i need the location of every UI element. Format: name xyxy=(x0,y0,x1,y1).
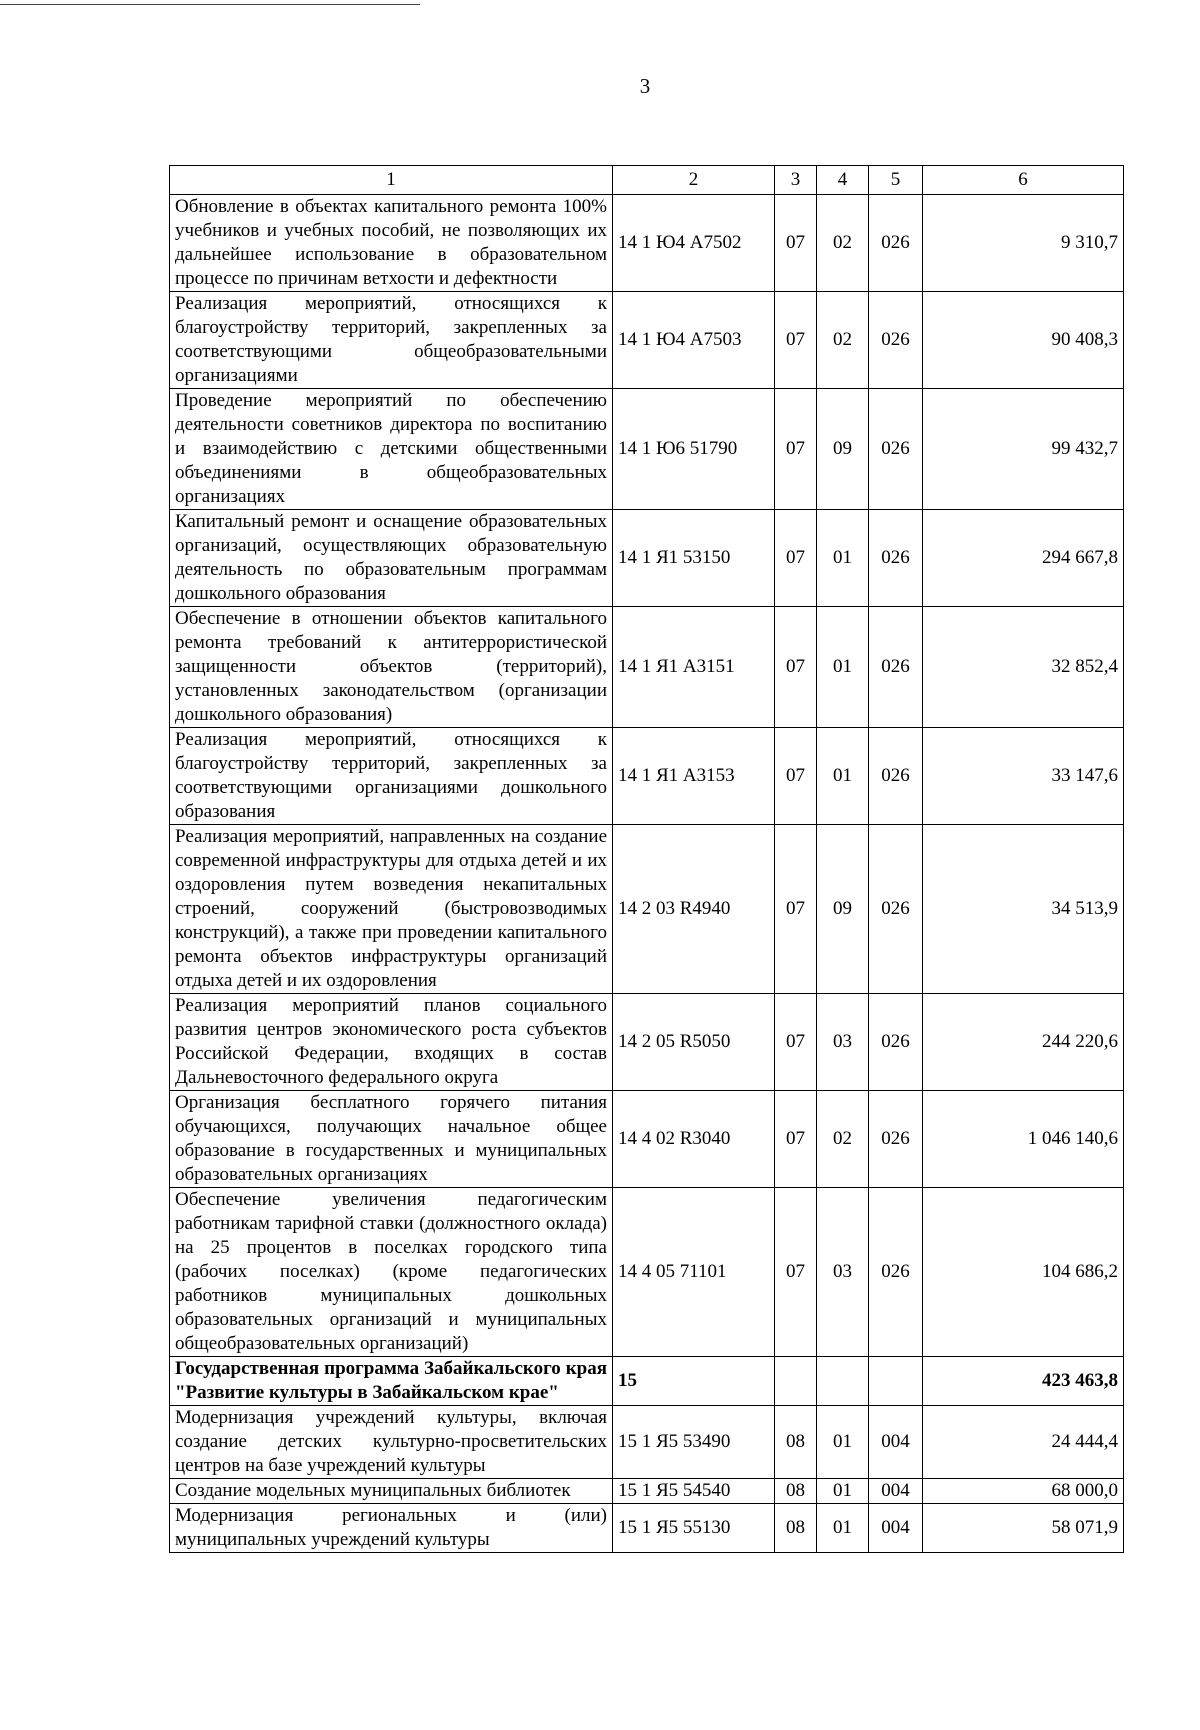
row-name-cell: Создание модельных муниципальных библиотек xyxy=(170,1479,613,1504)
table-row xyxy=(170,1504,1124,1553)
row-name-cell: Государственная программа Забайкальского края "Развитие культуры в Забайкальском крае" xyxy=(170,1357,613,1406)
row-amount-cell: 58 071,9 xyxy=(923,1504,1124,1553)
row-section-cell: 07 xyxy=(775,510,817,607)
table-row xyxy=(170,728,1124,825)
row-name-cell: Организация бесплатного горячего питания обучающихся, получающих начальное общее образование в государственных и муниципальных образовательных организациях xyxy=(170,1091,613,1188)
table-body xyxy=(170,166,1124,1553)
row-section-cell: 08 xyxy=(775,1406,817,1479)
row-amount-cell: 24 444,4 xyxy=(923,1406,1124,1479)
row-subsection-cell: 02 xyxy=(817,292,869,389)
row-code-cell: 15 1 Я5 55130 xyxy=(613,1504,775,1553)
row-name-cell: Модернизация региональных и (или) муниципальных учреждений культуры xyxy=(170,1504,613,1553)
budget-table xyxy=(169,165,1124,1553)
row-expense-type-cell: 026 xyxy=(869,994,923,1091)
row-section-cell: 07 xyxy=(775,1188,817,1357)
row-code-cell: 14 4 05 71101 xyxy=(613,1188,775,1357)
table-row xyxy=(170,607,1124,728)
row-amount-cell: 244 220,6 xyxy=(923,994,1124,1091)
table-row xyxy=(170,1357,1124,1406)
table-row xyxy=(170,994,1124,1091)
row-amount-cell: 104 686,2 xyxy=(923,1188,1124,1357)
row-subsection-cell: 01 xyxy=(817,1479,869,1504)
row-name-cell: Обеспечение увеличения педагогическим работникам тарифной ставки (должностного оклада) на 25 процентов в поселках городского типа (рабочих поселках) (кроме педагогических работников муниципальных дошкольных образовательных организаций и муниципальных общеобразовательных организаций) xyxy=(170,1188,613,1357)
row-expense-type-cell: 004 xyxy=(869,1479,923,1504)
table-row xyxy=(170,292,1124,389)
table-header-row xyxy=(170,166,1124,195)
row-subsection-cell: 01 xyxy=(817,728,869,825)
table-row xyxy=(170,1479,1124,1504)
row-code-cell: 14 1 Ю4 A7502 xyxy=(613,195,775,292)
row-name-cell: Реализация мероприятий планов социального развития центров экономического роста субъектов Российской Федерации, входящих в состав Дальневосточного федерального округа xyxy=(170,994,613,1091)
row-code-cell: 15 1 Я5 53490 xyxy=(613,1406,775,1479)
row-code-cell: 15 xyxy=(613,1357,775,1406)
row-code-cell: 14 1 Ю4 A7503 xyxy=(613,292,775,389)
row-expense-type-cell: 026 xyxy=(869,195,923,292)
row-amount-cell: 34 513,9 xyxy=(923,825,1124,994)
row-section-cell: 08 xyxy=(775,1504,817,1553)
table-row xyxy=(170,389,1124,510)
row-expense-type-cell: 026 xyxy=(869,607,923,728)
row-amount-cell: 68 000,0 xyxy=(923,1479,1124,1504)
row-name-cell: Капитальный ремонт и оснащение образовательных организаций, осуществляющих образовательную деятельность по образовательным программам дошкольного образования xyxy=(170,510,613,607)
row-name-cell: Модернизация учреждений культуры, включая создание детских культурно-просветительских центров на базе учреждений культуры xyxy=(170,1406,613,1479)
header-cell-5: 5 xyxy=(869,166,923,195)
top-rule xyxy=(0,4,420,5)
table-row xyxy=(170,825,1124,994)
row-code-cell: 14 2 05 R5050 xyxy=(613,994,775,1091)
row-section-cell: 07 xyxy=(775,728,817,825)
row-name-cell: Реализация мероприятий, относящихся к благоустройству территорий, закрепленных за соответствующими организациями дошкольного образования xyxy=(170,728,613,825)
row-expense-type-cell: 026 xyxy=(869,510,923,607)
row-amount-cell: 294 667,8 xyxy=(923,510,1124,607)
row-amount-cell: 90 408,3 xyxy=(923,292,1124,389)
row-subsection-cell xyxy=(817,1357,869,1406)
row-code-cell: 14 1 Ю6 51790 xyxy=(613,389,775,510)
row-subsection-cell: 02 xyxy=(817,1091,869,1188)
row-section-cell xyxy=(775,1357,817,1406)
row-subsection-cell: 09 xyxy=(817,389,869,510)
row-section-cell: 07 xyxy=(775,825,817,994)
row-expense-type-cell: 004 xyxy=(869,1406,923,1479)
row-section-cell: 08 xyxy=(775,1479,817,1504)
row-subsection-cell: 02 xyxy=(817,195,869,292)
header-cell-6: 6 xyxy=(923,166,1124,195)
row-code-cell: 14 2 03 R4940 xyxy=(613,825,775,994)
row-expense-type-cell: 026 xyxy=(869,292,923,389)
table-row xyxy=(170,1188,1124,1357)
page-number: 3 xyxy=(639,74,651,98)
row-section-cell: 07 xyxy=(775,195,817,292)
row-name-cell: Обеспечение в отношении объектов капитального ремонта требований к антитеррористической защищенности объектов (территорий), установленных законодательством (организации дошкольного образования) xyxy=(170,607,613,728)
row-amount-cell: 1 046 140,6 xyxy=(923,1091,1124,1188)
row-subsection-cell: 01 xyxy=(817,1406,869,1479)
header-cell-1: 1 xyxy=(170,166,613,195)
row-section-cell: 07 xyxy=(775,389,817,510)
row-subsection-cell: 01 xyxy=(817,607,869,728)
row-name-cell: Реализация мероприятий, направленных на создание современной инфраструктуры для отдыха детей и их оздоровления путем возведения некапитальных строений, сооружений (быстровозводимых конструкций), а также при проведении капитального ремонта объектов инфраструктуры организаций отдыха детей и их оздоровления xyxy=(170,825,613,994)
row-amount-cell: 32 852,4 xyxy=(923,607,1124,728)
row-code-cell: 14 4 02 R3040 xyxy=(613,1091,775,1188)
table-row xyxy=(170,1091,1124,1188)
header-cell-4: 4 xyxy=(817,166,869,195)
row-expense-type-cell: 026 xyxy=(869,728,923,825)
row-expense-type-cell: 004 xyxy=(869,1504,923,1553)
header-cell-3: 3 xyxy=(775,166,817,195)
row-expense-type-cell: 026 xyxy=(869,389,923,510)
row-subsection-cell: 03 xyxy=(817,1188,869,1357)
table-row xyxy=(170,1406,1124,1479)
table-row xyxy=(170,195,1124,292)
row-amount-cell: 9 310,7 xyxy=(923,195,1124,292)
row-amount-cell: 423 463,8 xyxy=(923,1357,1124,1406)
row-section-cell: 07 xyxy=(775,292,817,389)
row-amount-cell: 99 432,7 xyxy=(923,389,1124,510)
row-expense-type-cell xyxy=(869,1357,923,1406)
row-section-cell: 07 xyxy=(775,994,817,1091)
row-subsection-cell: 01 xyxy=(817,1504,869,1553)
row-name-cell: Реализация мероприятий, относящихся к благоустройству территорий, закрепленных за соответствующими общеобразовательными организациями xyxy=(170,292,613,389)
row-expense-type-cell: 026 xyxy=(869,825,923,994)
row-name-cell: Обновление в объектах капитального ремонта 100% учебников и учебных пособий, не позволяющих их дальнейшее использование в образовательном процессе по причинам ветхости и дефектности xyxy=(170,195,613,292)
row-code-cell: 14 1 Я1 53150 xyxy=(613,510,775,607)
table-row xyxy=(170,510,1124,607)
header-cell-2: 2 xyxy=(613,166,775,195)
row-expense-type-cell: 026 xyxy=(869,1188,923,1357)
row-subsection-cell: 01 xyxy=(817,510,869,607)
row-subsection-cell: 03 xyxy=(817,994,869,1091)
row-amount-cell: 33 147,6 xyxy=(923,728,1124,825)
row-subsection-cell: 09 xyxy=(817,825,869,994)
row-expense-type-cell: 026 xyxy=(869,1091,923,1188)
row-name-cell: Проведение мероприятий по обеспечению деятельности советников директора по воспитанию и взаимодействию с детскими общественными объединениями в общеобразовательных организациях xyxy=(170,389,613,510)
row-code-cell: 15 1 Я5 54540 xyxy=(613,1479,775,1504)
row-section-cell: 07 xyxy=(775,607,817,728)
row-code-cell: 14 1 Я1 A3151 xyxy=(613,607,775,728)
row-section-cell: 07 xyxy=(775,1091,817,1188)
row-code-cell: 14 1 Я1 A3153 xyxy=(613,728,775,825)
